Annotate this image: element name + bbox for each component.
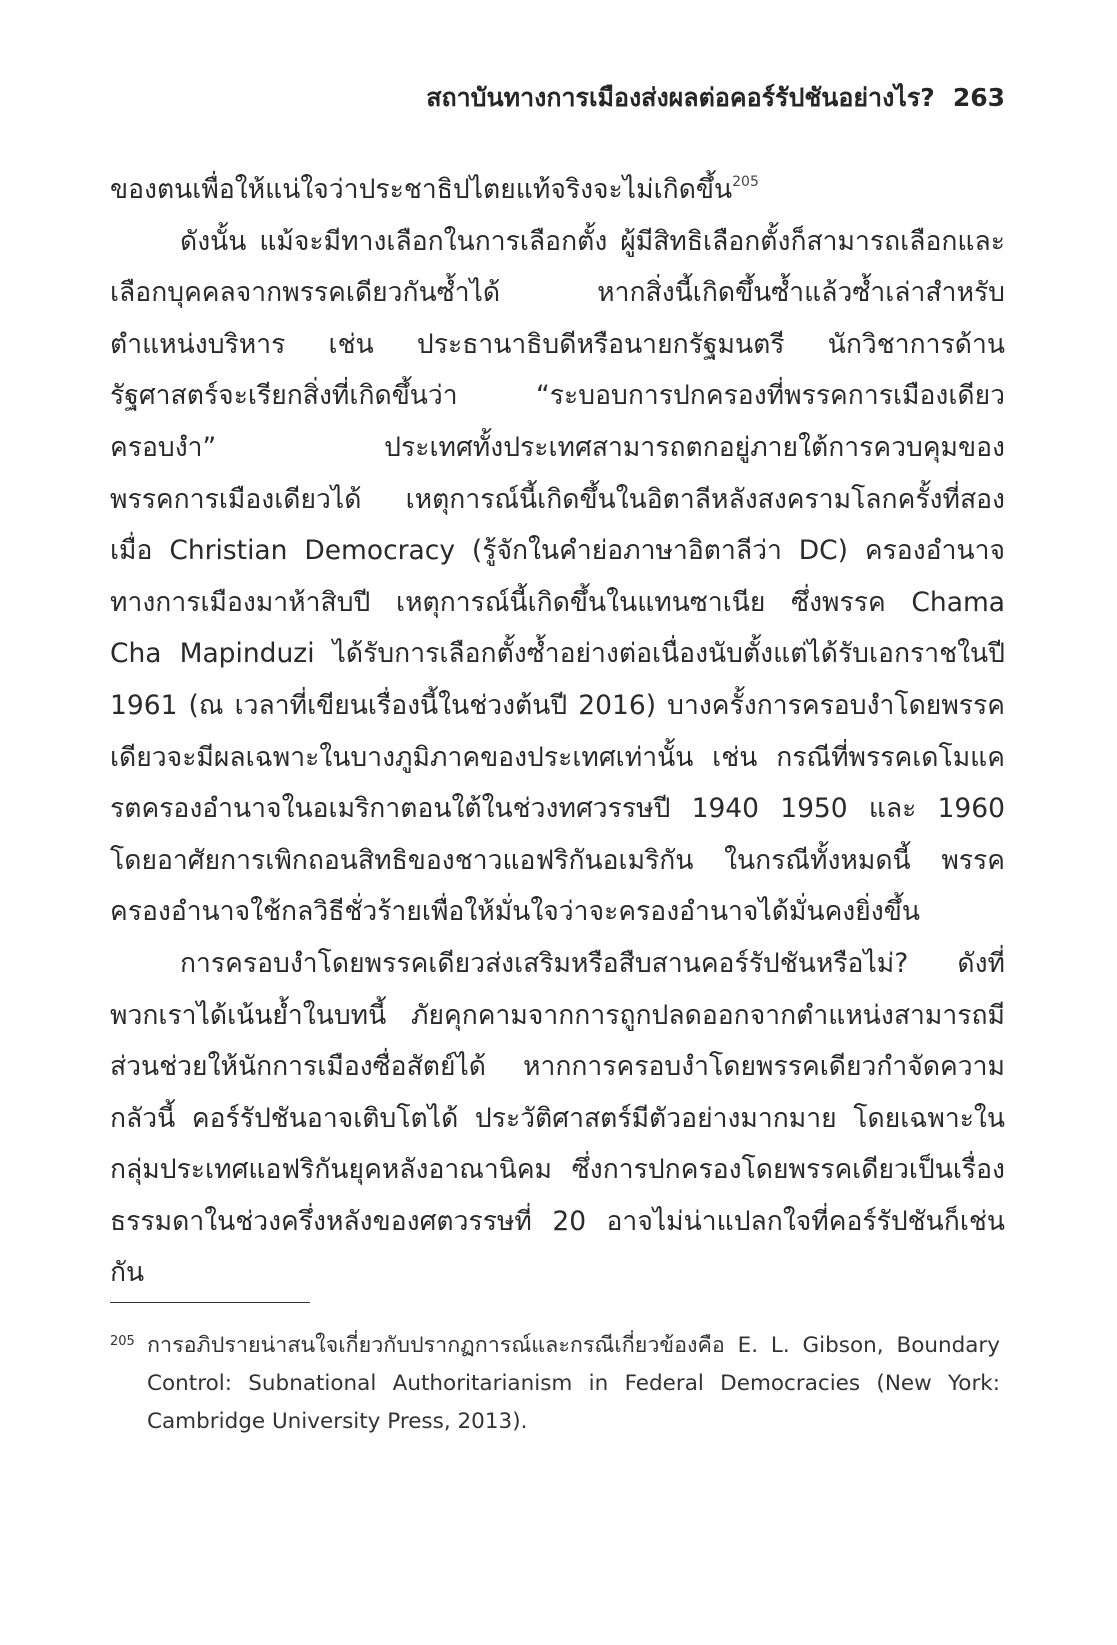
footnote-separator bbox=[110, 1302, 310, 1303]
body-text bbox=[110, 164, 1005, 1299]
footnote bbox=[110, 1327, 1000, 1441]
paragraph-2: ดังนั้น แม้จะมีทางเลือกในการเลือกตั้ง ผู้มีสิทธิเลือกตั้งก็สามารถเลือกและเลือกบุคคลจากพรรคเดียวกันซ้ำได้ หากสิ่งนี้เกิดขึ้นซ้ำแล้วซ้ำเล่าสำหรับตำแหน่งบริหาร เช่น ประธานาธิบดีหรือนายกรัฐมนตรี นักวิชาการด้านรัฐศาสตร์จะเรียกสิ่งที่เกิดขึ้นว่า “ระบอบการปกครองที่พรรคการเมืองเดียวครอบงำ” ประเทศทั้งประเทศสามารถตกอยู่ภายใต้การควบคุมของพรรคการเมืองเดียวได้ เหตุการณ์นี้เกิดขึ้นในอิตาลีหลังสงครามโลกครั้งที่สอง เมื่อ Christian Democracy (รู้จักในคำย่อภาษาอิตาลีว่า DC) ครองอำนาจทางการเมืองมาห้าสิบปี เหตุการณ์นี้เกิดขึ้นในแทนซาเนีย ซึ่งพรรค Chama Cha Mapinduzi ได้รับการเลือกตั้งซ้ำอย่างต่อเนื่องนับตั้งแต่ได้รับเอกราชในปี 1961 (ณ เวลาที่เขียนเรื่องนี้ในช่วงต้นปี 2016) บางครั้งการครอบงำโดยพรรคเดียวจะมีผลเฉพาะในบางภูมิภาคของประเทศเท่านั้น เช่น กรณีที่พรรคเดโมแครตครองอำนาจในอเมริกาตอนใต้ในช่วงทศวรรษปี 1940 1950 และ 1960 โดยอาศัยการเพิกถอนสิทธิของชาวแอฟริกันอเมริกัน ในกรณีทั้งหมดนี้ พรรคครองอำนาจใช้กลวิธีชั่วร้ายเพื่อให้มั่นใจว่าจะครองอำนาจได้มั่นคงยิ่งขึ้น bbox=[110, 225, 1005, 928]
paragraph-1-text: ของตนเพื่อให้แน่ใจว่าประชาธิปไตยแท้จริงจะไม่เกิดขึ้น bbox=[110, 174, 733, 205]
page-number: 263 bbox=[952, 83, 1005, 112]
running-title: สถาบันทางการเมืองส่งผลต่อคอร์รัปชันอย่างไร? bbox=[426, 83, 935, 112]
footnote-text: การอภิปรายน่าสนใจเกี่ยวกับปรากฏการณ์และกรณีเกี่ยวข้องคือ E. L. Gibson, Boundary Control: Subnational Authoritarianism in Federal Democracies (New York: Cambridge University Press, 2013). bbox=[147, 1333, 1000, 1434]
paragraph-1 bbox=[110, 164, 1005, 216]
running-header bbox=[426, 78, 1005, 118]
footnote-number: 205 bbox=[110, 1334, 135, 1349]
paragraph-3: การครอบงำโดยพรรคเดียวส่งเสริมหรือสืบสานคอร์รัปชันหรือไม่? ดังที่พวกเราได้เน้นย้ำในบทนี้ ภัยคุกคามจากการถูกปลดออกจากตำแหน่งสามารถมีส่วนช่วยให้นักการเมืองซื่อสัตย์ได้ หากการครอบงำโดยพรรคเดียวกำจัดความกลัวนี้ คอร์รัปชันอาจเติบโตได้ ประวัติศาสตร์มีตัวอย่างมากมาย โดยเฉพาะในกลุ่มประเทศแอฟริกันยุคหลังอาณานิคม ซึ่งการปกครองโดยพรรคเดียวเป็นเรื่องธรรมดาในช่วงครึ่งหลังของศตวรรษที่ 20 อาจไม่น่าแปลกใจที่คอร์รัปชันก็เช่นกัน bbox=[110, 947, 1005, 1289]
footnote-reference: 205 bbox=[732, 174, 759, 190]
